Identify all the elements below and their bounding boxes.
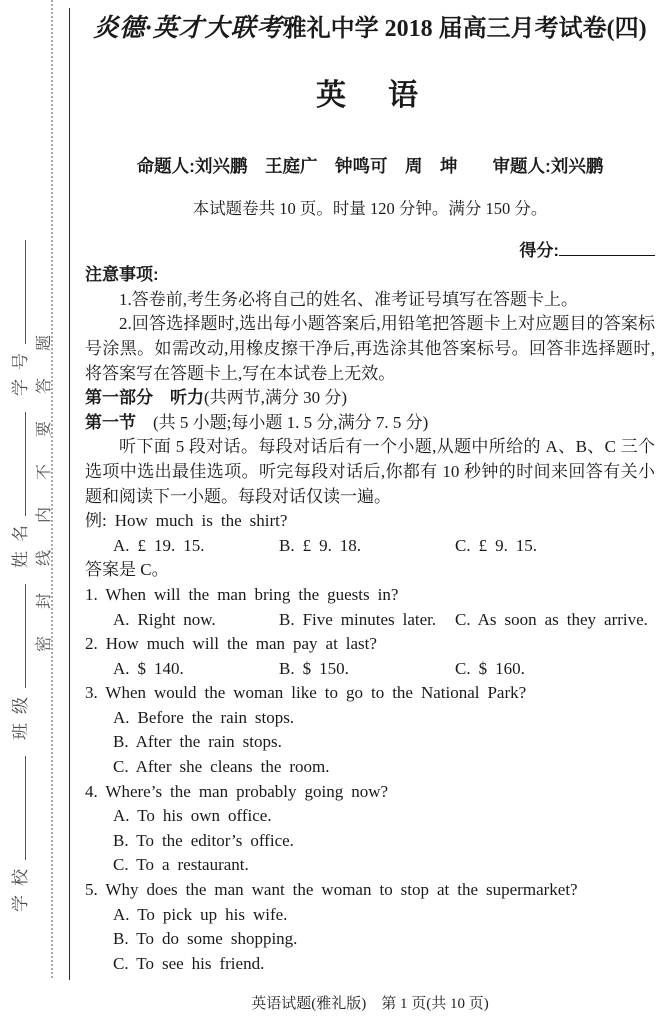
- option-item: B. To the editor’s office.: [113, 830, 294, 850]
- option-item: A. Right now.: [113, 609, 216, 629]
- option-item: A. To pick up his wife.: [113, 904, 288, 924]
- option-item: C. $ 160.: [455, 658, 525, 678]
- score-blank-line: [559, 241, 655, 256]
- option-item: A. £ 19. 15.: [113, 535, 205, 555]
- option-item: A. To his own office.: [113, 806, 272, 826]
- option-item: B. After the rain stops.: [113, 732, 282, 752]
- question-text: 5. Why does the man want the woman to stop at the supermarket?: [85, 880, 578, 900]
- field-label-class: 班级: [11, 688, 30, 740]
- part1-heading: [85, 386, 655, 411]
- student-id-blank-line: [11, 240, 26, 344]
- school-blank-line: [11, 756, 26, 860]
- question-text: 3. When would the woman like to go to the National Park?: [85, 683, 527, 703]
- options-row: [113, 657, 655, 682]
- question-text: 2. How much will the man pay at last?: [85, 634, 377, 654]
- option-item: A. Before the rain stops.: [113, 707, 295, 727]
- section1-heading-rest: (共 5 小题;每小题 1. 5 分,满分 7. 5 分): [136, 412, 429, 432]
- options-row: [113, 608, 655, 633]
- listening-instructions: 听下面 5 段对话。每段对话后有一个小题,从题中所给的 A、B、C 三个选项中选出最佳选项。听完每段对话后,你都有 10 秒钟的时间来回答有关小题和阅读下一小题。每段对话仅读一遍。: [85, 437, 655, 506]
- option-item: A. $ 140.: [113, 658, 184, 678]
- name-blank-line: [11, 412, 26, 516]
- option-item: C. To see his friend.: [113, 953, 265, 973]
- option-item: B. To do some shopping.: [113, 929, 298, 949]
- option-item: C. As soon as they arrive.: [455, 609, 648, 629]
- part1-heading-bold: 第一部分 听力: [85, 388, 204, 408]
- field-label-name: 姓名: [11, 516, 30, 568]
- option-item: C. £ 9. 15.: [455, 535, 538, 555]
- option-item: B. $ 150.: [279, 658, 349, 678]
- notice-item-1: 1.答卷前,考生务必将自己的姓名、准考证号填写在答题卡上。: [119, 289, 578, 309]
- score-label: 得分:: [519, 241, 559, 261]
- exam-title-rest: 雅礼中学 2018 届高三月考试卷(四): [282, 16, 647, 42]
- option-item: B. £ 9. 18.: [279, 535, 362, 555]
- notice-item-2: 2.回答选择题时,选出每小题答案后,用铅笔把答题卡上对应题目的答案标号涂黑。如需改动,用橡皮擦干净后,再选涂其他答案标号。回答非选择题时,将答案写在答题卡上,写在本试卷上无效。: [85, 314, 655, 383]
- example-answer-note: 答案是 C。: [85, 560, 169, 580]
- exam-content: [85, 0, 655, 976]
- field-label-school: 学校: [11, 860, 30, 912]
- part1-heading-rest: (共两节,满分 30 分): [204, 388, 348, 408]
- option-item: C. To a restaurant.: [113, 855, 249, 875]
- subject-title: 英 语: [316, 79, 424, 112]
- field-label-student-id: 学号: [11, 344, 30, 396]
- example-options-row: [113, 534, 655, 559]
- seal-line-text: 密封线内不要答题: [36, 307, 53, 652]
- margin-border-line: [69, 8, 70, 980]
- section1-heading: [85, 411, 655, 436]
- footer-page-info: 英语试题(雅礼版) 第 1 页(共 10 页): [251, 996, 489, 1012]
- question-text: 1. When will the man bring the guests in?: [85, 584, 399, 604]
- score-row: [85, 239, 655, 263]
- option-item: C. After she cleans the room.: [113, 757, 330, 777]
- question-text: 4. Where’s the man probably going now?: [85, 781, 389, 801]
- example-question: 例: How much is the shirt?: [85, 511, 288, 531]
- exam-info-line: 本试题卷共 10 页。时量 120 分钟。满分 150 分。: [192, 198, 548, 218]
- exam-title: [85, 14, 655, 44]
- option-item: B. Five minutes later.: [279, 609, 437, 629]
- notice-heading: 注意事项:: [85, 265, 159, 285]
- exam-brand: 炎德·英才大联考: [93, 15, 283, 42]
- section1-heading-bold: 第一节: [85, 412, 136, 432]
- class-blank-line: [11, 584, 26, 688]
- authors-line: 命题人:刘兴鹏 王庭广 钟鸣可 周 坤 审题人:刘兴鹏: [136, 156, 604, 176]
- seal-dotted-line: [51, 0, 53, 978]
